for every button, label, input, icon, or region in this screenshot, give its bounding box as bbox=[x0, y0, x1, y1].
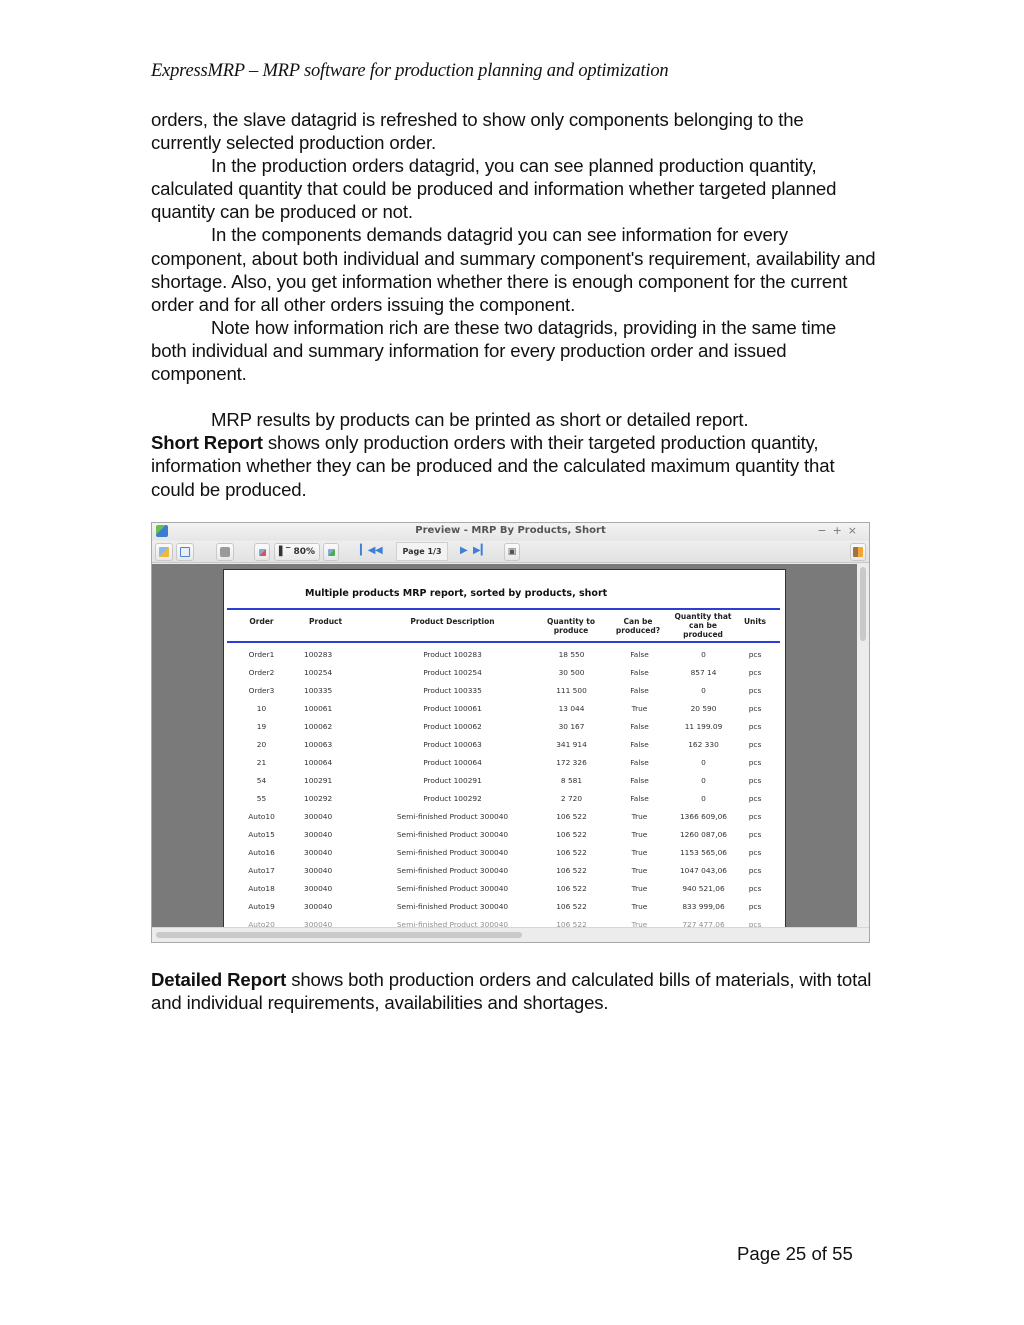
cell-order: Auto19 bbox=[248, 902, 275, 911]
table-row bbox=[224, 740, 785, 752]
cell-can-be-produced: True bbox=[631, 812, 648, 821]
header-rule-bottom bbox=[227, 641, 780, 643]
cell-can-be-produced: False bbox=[630, 650, 649, 659]
last-page-icon[interactable]: ▶▎ bbox=[473, 545, 489, 556]
cell-qty-can-produce: 1260 087,06 bbox=[679, 830, 728, 839]
minimize-icon[interactable]: − bbox=[817, 524, 833, 537]
table-row bbox=[224, 920, 785, 927]
table-row bbox=[224, 902, 785, 914]
table-row bbox=[224, 812, 785, 824]
cell-order: Auto10 bbox=[248, 812, 275, 821]
table-row bbox=[224, 776, 785, 788]
zoom-in-icon bbox=[328, 549, 335, 556]
print-icon bbox=[220, 547, 230, 557]
paragraph-text: shows only production orders with their targeted production quantity, information whether they can be produced and the calculated maximum quantity that could be produced. bbox=[151, 432, 835, 500]
page-header: ExpressMRP – MRP software for production planning and optimization bbox=[151, 61, 669, 81]
cell-qty-to-produce: 18 550 bbox=[558, 650, 585, 659]
cell-can-be-produced: False bbox=[630, 776, 649, 785]
paragraph-detailed-report bbox=[151, 968, 876, 1014]
cell-qty-to-produce: 106 522 bbox=[556, 920, 587, 927]
cell-qty-to-produce: 172 326 bbox=[556, 758, 587, 767]
cell-qty-can-produce: 0 bbox=[701, 794, 706, 803]
cell-can-be-produced: True bbox=[631, 830, 648, 839]
col-quantity-that-can-be-produced: Quantity that can be produced bbox=[674, 612, 732, 639]
col-product: Product bbox=[309, 617, 343, 626]
cell-units: pcs bbox=[748, 812, 762, 821]
zoom-out-button[interactable] bbox=[254, 543, 270, 561]
cell-product: 300040 bbox=[304, 902, 333, 911]
cell-can-be-produced: False bbox=[630, 758, 649, 767]
window-titlebar bbox=[152, 523, 869, 540]
zoom-out-icon bbox=[259, 549, 266, 556]
cell-description: Product 100283 bbox=[423, 650, 482, 659]
cell-units: pcs bbox=[748, 848, 762, 857]
cell-description: Semi-finished Product 300040 bbox=[396, 884, 509, 893]
report-viewport bbox=[152, 564, 857, 927]
cell-can-be-produced: True bbox=[631, 866, 648, 875]
exit-icon bbox=[853, 547, 863, 557]
col-product-description: Product Description bbox=[410, 617, 495, 626]
cell-order: 20 bbox=[256, 740, 267, 749]
cell-units: pcs bbox=[748, 668, 762, 677]
report-column-headers bbox=[224, 612, 785, 640]
table-row bbox=[224, 650, 785, 662]
cell-units: pcs bbox=[748, 830, 762, 839]
col-units: Units bbox=[743, 617, 767, 626]
header-rule-top bbox=[227, 608, 780, 610]
cell-order: Auto17 bbox=[248, 866, 275, 875]
bold-term: Detailed Report bbox=[151, 969, 287, 990]
cell-order: Auto20 bbox=[248, 920, 275, 927]
cell-units: pcs bbox=[748, 686, 762, 695]
cell-qty-can-produce: 11 199.09 bbox=[684, 722, 723, 731]
cell-order: Order1 bbox=[248, 650, 275, 659]
save-button[interactable] bbox=[176, 543, 194, 561]
col-can-be-produced: Can be produced? bbox=[615, 617, 661, 635]
col-quantity-to-produce: Quantity to produce bbox=[546, 617, 596, 635]
cell-product: 100291 bbox=[304, 776, 333, 785]
window-controls bbox=[817, 524, 863, 537]
cell-qty-can-produce: 940 521,06 bbox=[682, 884, 725, 893]
open-icon bbox=[159, 547, 169, 557]
table-row bbox=[224, 668, 785, 680]
cell-product: 100061 bbox=[304, 704, 333, 713]
cell-description: Semi-finished Product 300040 bbox=[396, 920, 509, 927]
maximize-icon[interactable]: + bbox=[832, 524, 848, 537]
body-text-top bbox=[151, 108, 876, 501]
cell-order: 10 bbox=[256, 704, 267, 713]
cell-units: pcs bbox=[748, 722, 762, 731]
cell-can-be-produced: False bbox=[630, 668, 649, 677]
cell-qty-to-produce: 106 522 bbox=[556, 866, 587, 875]
cell-order: Auto15 bbox=[248, 830, 275, 839]
cell-units: pcs bbox=[748, 884, 762, 893]
report-title: Multiple products MRP report, sorted by products, short bbox=[305, 588, 608, 599]
cell-order: 54 bbox=[256, 776, 267, 785]
cell-product: 300040 bbox=[304, 866, 333, 875]
cell-description: Semi-finished Product 300040 bbox=[396, 812, 509, 821]
close-icon[interactable]: × bbox=[847, 524, 863, 537]
cell-units: pcs bbox=[748, 650, 762, 659]
paragraph: In the production orders datagrid, you can see planned production quantity, calculated quantity that could be produced and information whether targeted planned quantity can be produced or not. bbox=[151, 155, 837, 223]
cell-product: 100062 bbox=[304, 722, 333, 731]
cell-description: Product 100064 bbox=[423, 758, 482, 767]
cell-product: 300040 bbox=[304, 830, 333, 839]
cell-description: Semi-finished Product 300040 bbox=[396, 866, 509, 875]
bold-term: Short Report bbox=[151, 432, 263, 454]
cell-can-be-produced: True bbox=[631, 902, 648, 911]
horizontal-scrollbar[interactable] bbox=[152, 927, 870, 943]
prev-page-icon[interactable]: ◀ bbox=[375, 545, 383, 556]
cell-units: pcs bbox=[748, 902, 762, 911]
find-button[interactable] bbox=[504, 543, 520, 561]
cell-qty-can-produce: 0 bbox=[701, 776, 706, 785]
cell-qty-can-produce: 0 bbox=[701, 650, 706, 659]
cell-order: Order2 bbox=[248, 668, 275, 677]
vertical-scrollbar[interactable] bbox=[857, 564, 870, 927]
paragraph: orders, the slave datagrid is refreshed to show only components belonging to the currently selected production order. bbox=[151, 109, 804, 154]
cell-order: Auto16 bbox=[248, 848, 275, 857]
page-indicator[interactable]: Page 1/3 bbox=[396, 542, 448, 561]
open-button[interactable] bbox=[155, 543, 173, 561]
paragraph-short-report bbox=[151, 431, 876, 500]
cell-product: 300040 bbox=[304, 848, 333, 857]
cell-description: Product 100254 bbox=[423, 668, 482, 677]
paragraph: MRP results by products can be printed as short or detailed report. bbox=[211, 409, 749, 431]
horizontal-scroll-thumb[interactable] bbox=[156, 932, 522, 938]
col-order: Order bbox=[249, 617, 274, 626]
zoom-in-button[interactable] bbox=[323, 543, 339, 561]
cell-qty-can-produce: 162 330 bbox=[688, 740, 719, 749]
cell-order: 55 bbox=[256, 794, 267, 803]
cell-units: pcs bbox=[748, 704, 762, 713]
cell-product: 100292 bbox=[304, 794, 333, 803]
cell-qty-can-produce: 833 999,06 bbox=[682, 902, 725, 911]
cell-qty-can-produce: 20 590 bbox=[690, 704, 717, 713]
cell-qty-to-produce: 13 044 bbox=[558, 704, 585, 713]
exit-button[interactable] bbox=[850, 543, 866, 561]
cell-can-be-produced: True bbox=[631, 920, 648, 927]
cell-qty-to-produce: 8 581 bbox=[560, 776, 583, 785]
cell-order: 21 bbox=[256, 758, 267, 767]
cell-description: Product 100335 bbox=[423, 686, 482, 695]
table-row bbox=[224, 794, 785, 806]
cell-units: pcs bbox=[748, 866, 762, 875]
cell-qty-to-produce: 111 500 bbox=[556, 686, 587, 695]
cell-qty-to-produce: 30 500 bbox=[558, 668, 585, 677]
cell-product: 300040 bbox=[304, 884, 333, 893]
cell-qty-to-produce: 106 522 bbox=[556, 830, 587, 839]
cell-description: Semi-finished Product 300040 bbox=[396, 902, 509, 911]
cell-can-be-produced: False bbox=[630, 686, 649, 695]
cell-order: Order3 bbox=[248, 686, 275, 695]
table-row bbox=[224, 848, 785, 860]
cell-description: Semi-finished Product 300040 bbox=[396, 830, 509, 839]
cell-product: 100283 bbox=[304, 650, 333, 659]
cell-qty-to-produce: 30 167 bbox=[558, 722, 585, 731]
cell-description: Product 100292 bbox=[423, 794, 482, 803]
next-page-icon[interactable]: ▶ bbox=[460, 545, 468, 556]
table-row bbox=[224, 830, 785, 842]
cell-order: Auto18 bbox=[248, 884, 275, 893]
find-icon: ▣ bbox=[507, 547, 517, 557]
cell-order: 19 bbox=[256, 722, 267, 731]
cell-can-be-produced: True bbox=[631, 848, 648, 857]
save-icon bbox=[180, 547, 190, 557]
cell-product: 100064 bbox=[304, 758, 333, 767]
table-row bbox=[224, 704, 785, 716]
cell-product: 100063 bbox=[304, 740, 333, 749]
cell-can-be-produced: True bbox=[631, 704, 648, 713]
cell-units: pcs bbox=[748, 920, 762, 927]
cell-description: Product 100063 bbox=[423, 740, 482, 749]
cell-can-be-produced: False bbox=[630, 722, 649, 731]
cell-units: pcs bbox=[748, 758, 762, 767]
vertical-scroll-thumb[interactable] bbox=[860, 567, 866, 641]
cell-product: 300040 bbox=[304, 920, 333, 927]
cell-qty-can-produce: 727 477,06 bbox=[682, 920, 725, 927]
cell-qty-to-produce: 106 522 bbox=[556, 812, 587, 821]
cell-product: 300040 bbox=[304, 812, 333, 821]
cell-description: Semi-finished Product 300040 bbox=[396, 848, 509, 857]
paragraph-text: shows both production orders and calculated bills of materials, with total and individual requirements, availabilities and shortages. bbox=[151, 969, 872, 1014]
body-text-bottom bbox=[151, 968, 876, 1014]
cell-qty-can-produce: 0 bbox=[701, 758, 706, 767]
cell-qty-to-produce: 2 720 bbox=[560, 794, 583, 803]
page-number: Page 25 of 55 bbox=[737, 1243, 853, 1264]
report-preview-screenshot bbox=[151, 522, 870, 943]
zoom-icon: ▌‾ bbox=[279, 547, 291, 557]
cell-description: Product 100291 bbox=[423, 776, 482, 785]
cell-can-be-produced: True bbox=[631, 884, 648, 893]
window-title: Preview - MRP By Products, Short bbox=[415, 525, 606, 536]
cell-qty-can-produce: 1153 565,06 bbox=[679, 848, 728, 857]
table-row bbox=[224, 884, 785, 896]
print-button[interactable] bbox=[216, 543, 234, 561]
cell-description: Product 100062 bbox=[423, 722, 482, 731]
cell-qty-to-produce: 106 522 bbox=[556, 902, 587, 911]
zoom-level-button[interactable] bbox=[274, 543, 320, 561]
cell-can-be-produced: False bbox=[630, 794, 649, 803]
cell-qty-to-produce: 106 522 bbox=[556, 848, 587, 857]
cell-qty-to-produce: 341 914 bbox=[556, 740, 587, 749]
cell-qty-can-produce: 1047 043,06 bbox=[679, 866, 728, 875]
cell-product: 100335 bbox=[304, 686, 333, 695]
cell-qty-can-produce: 0 bbox=[701, 686, 706, 695]
cell-qty-can-produce: 1366 609,06 bbox=[679, 812, 728, 821]
table-row bbox=[224, 866, 785, 878]
cell-qty-to-produce: 106 522 bbox=[556, 884, 587, 893]
cell-units: pcs bbox=[748, 794, 762, 803]
zoom-level: 80% bbox=[293, 547, 315, 557]
paragraph: In the components demands datagrid you can see information for every component, about both individual and summary component's requirement, availability and shortage. Also, you get information whether there is enough component for the current order and for all other orders issuing the component. bbox=[151, 224, 876, 315]
cell-units: pcs bbox=[748, 740, 762, 749]
cell-qty-can-produce: 857 14 bbox=[690, 668, 717, 677]
cell-units: pcs bbox=[748, 776, 762, 785]
table-row bbox=[224, 686, 785, 698]
table-row bbox=[224, 758, 785, 770]
table-row bbox=[224, 722, 785, 734]
paragraph: Note how information rich are these two datagrids, providing in the same time both individual and summary information for every production order and issued component. bbox=[151, 316, 837, 385]
cell-description: Product 100061 bbox=[423, 704, 482, 713]
cell-can-be-produced: False bbox=[630, 740, 649, 749]
cell-product: 100254 bbox=[304, 668, 333, 677]
first-page-icon[interactable]: ▎◀ bbox=[360, 545, 376, 556]
report-page bbox=[223, 569, 786, 927]
preview-toolbar bbox=[152, 541, 869, 563]
